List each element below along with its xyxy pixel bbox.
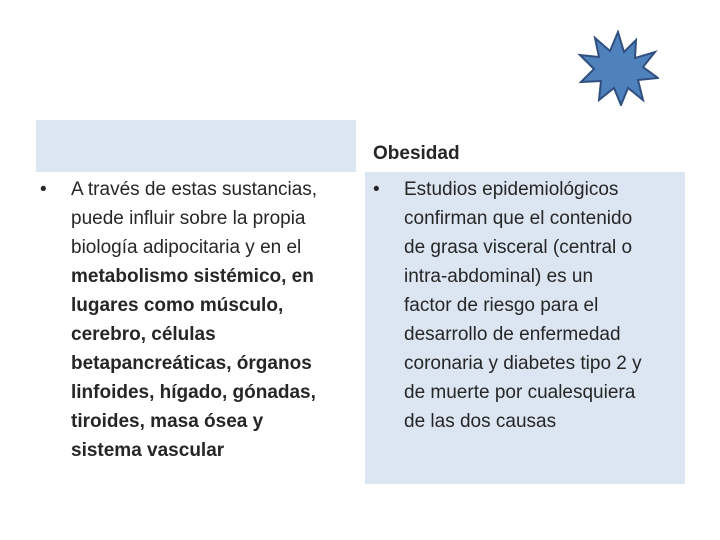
- bullet-text: lugares como músculo,: [71, 295, 284, 316]
- bullet-text: linfoides, hígado, gónadas,: [71, 382, 316, 403]
- bullet-line: [363, 262, 642, 291]
- obesity-title: Obesidad: [373, 143, 460, 164]
- bullet-marker: •: [40, 179, 47, 200]
- bullet-line: [363, 378, 642, 407]
- bullet-line: [30, 349, 317, 378]
- bullet-line: [30, 291, 317, 320]
- bullet-line: [30, 436, 317, 465]
- bullet-line: [363, 320, 642, 349]
- left-bullet: [30, 175, 317, 465]
- bullet-text: confirman que el contenido: [404, 208, 633, 229]
- bullet-text: tiroides, masa ósea y: [71, 411, 264, 432]
- bullet-line: [30, 407, 317, 436]
- bullet-text: intra-abdominal) es un: [404, 266, 594, 287]
- starburst-icon: [577, 30, 659, 106]
- bullet-line: [30, 378, 317, 407]
- bullet-text: A través de estas sustancias,: [71, 179, 318, 200]
- right-bullet: [363, 175, 642, 436]
- bullet-line: [30, 320, 317, 349]
- bullet-text: de las dos causas: [404, 411, 557, 432]
- bullet-line: [30, 262, 317, 291]
- bullet-text: factor de riesgo para el: [404, 295, 599, 316]
- bullet-line: [363, 233, 642, 262]
- bullet-text: biología adipocitaria y en el: [71, 237, 302, 258]
- bullet-text: Estudios epidemiológicos: [404, 179, 619, 200]
- bullet-line: [363, 204, 642, 233]
- bullet-text: de muerte por cualesquiera: [404, 382, 636, 403]
- left-header-box: [36, 120, 356, 172]
- bullet-text: metabolismo sistémico, en: [71, 266, 314, 287]
- bullet-text: desarrollo de enfermedad: [404, 324, 621, 345]
- bullet-text: cerebro, células: [71, 324, 216, 345]
- bullet-text: sistema vascular: [71, 440, 225, 461]
- bullet-text: coronaria y diabetes tipo 2 y: [404, 353, 642, 374]
- bullet-marker: •: [373, 179, 380, 200]
- bullet-line: [363, 349, 642, 378]
- bullet-line: [363, 407, 642, 436]
- bullet-text: de grasa visceral (central o: [404, 237, 633, 258]
- bullet-line: [30, 233, 317, 262]
- bullet-line: [363, 291, 642, 320]
- bullet-line: [363, 175, 642, 204]
- bullet-text: betapancreáticas, órganos: [71, 353, 312, 374]
- bullet-text: puede influir sobre la propia: [71, 208, 306, 229]
- bullet-line: [30, 204, 317, 233]
- bullet-line: [30, 175, 317, 204]
